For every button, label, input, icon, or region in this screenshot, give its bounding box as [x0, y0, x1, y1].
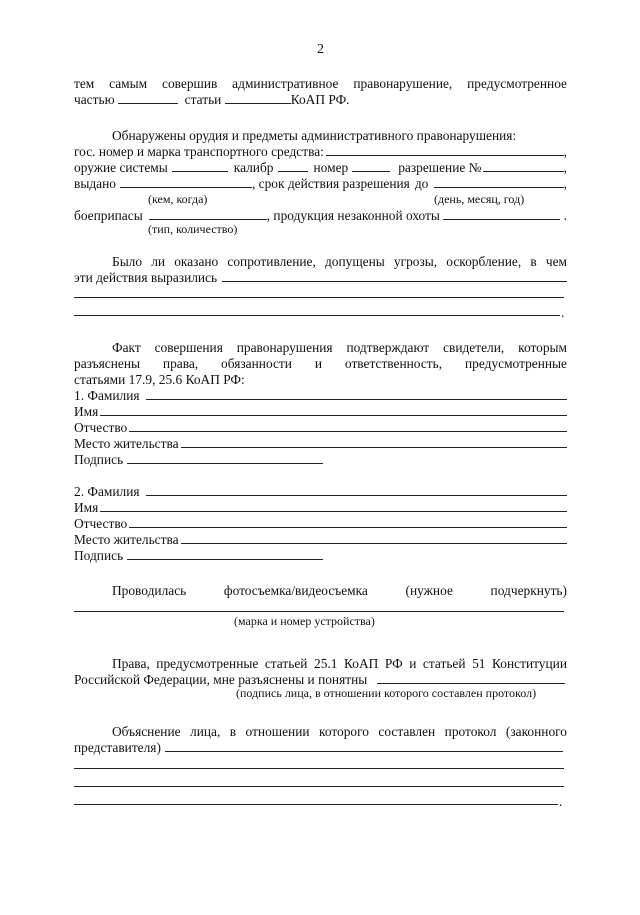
label-vehicle: гос. номер и марка транспортного средства:	[74, 144, 324, 159]
w2-label-patronymic: Отчество	[74, 516, 128, 531]
w2-signature-row	[74, 548, 567, 563]
permit-field[interactable]	[483, 160, 563, 172]
label-issued: выдано	[74, 176, 116, 191]
until-field[interactable]	[434, 176, 563, 188]
by-whom-hint: (кем, когда)	[148, 192, 208, 206]
w1-residence-field[interactable]	[181, 436, 567, 448]
label-weapon: оружие системы	[74, 160, 168, 175]
w1-label-name: Имя	[74, 404, 99, 419]
label-article: статьи	[184, 92, 222, 107]
w2-residence-row	[74, 532, 567, 547]
date-hint: (день, месяц, год)	[434, 192, 525, 206]
w1-patronymic-row	[74, 420, 567, 435]
vehicle-row: гос. номер и марка транспортного средства: ,	[74, 144, 567, 159]
ammo-row: боеприпасы , продукция незаконной охоты .	[74, 208, 567, 223]
w2-label-residence: Место жительства	[74, 532, 179, 547]
issued-row: выдано , срок действия разрешения до ,	[74, 176, 567, 191]
explanation-field[interactable]	[165, 740, 563, 752]
label-permit: разрешение №	[398, 160, 482, 175]
resistance-end-dot: .	[561, 305, 565, 320]
label-number: номер	[313, 160, 349, 175]
witnesses-line-2: разъяснены права, обязанности и ответственность, предусмотренные	[74, 356, 567, 371]
explanation-end-dot: .	[559, 794, 563, 809]
type-qty-hint: (тип, количество)	[148, 222, 238, 236]
resistance-rule-1[interactable]	[74, 297, 564, 298]
w1-label-surname: 1. Фамилия	[74, 388, 140, 403]
w2-residence-field[interactable]	[181, 532, 567, 544]
resistance-rule-2[interactable]	[74, 315, 560, 316]
label-caliber: калибр	[233, 160, 274, 175]
w1-label-residence: Место жительства	[74, 436, 179, 451]
weapon-field[interactable]	[172, 160, 228, 172]
w2-label-name: Имя	[74, 500, 99, 515]
photo-caption: (марка и номер устройства)	[234, 614, 375, 628]
w2-name-field[interactable]	[100, 500, 567, 512]
label-representative: представителя)	[74, 740, 161, 755]
w2-label-signature: Подпись	[74, 548, 124, 563]
w1-name-field[interactable]	[100, 404, 567, 416]
w1-label-signature: Подпись	[74, 452, 124, 467]
w1-signature-field[interactable]	[127, 452, 323, 464]
article-field[interactable]	[225, 92, 291, 104]
resistance-line-2	[74, 270, 567, 285]
illegal-field[interactable]	[443, 208, 560, 220]
w1-label-patronymic: Отчество	[74, 420, 128, 435]
label-ammo: боеприпасы	[74, 208, 143, 223]
label-code: КоАП РФ.	[290, 92, 350, 107]
witnesses-line-1: Факт совершения правонарушения подтверждают свидетели, которым	[112, 340, 567, 355]
part-field[interactable]	[118, 92, 178, 104]
w1-patronymic-field[interactable]	[129, 420, 567, 432]
w2-patronymic-field[interactable]	[129, 516, 567, 528]
vehicle-field[interactable]	[326, 144, 564, 156]
explanation-rule-2[interactable]	[74, 786, 564, 787]
label-permit-term: , срок действия разрешения	[251, 176, 410, 191]
w1-residence-row	[74, 436, 567, 451]
w1-signature-row	[74, 452, 567, 467]
explanation-rule-3[interactable]	[74, 804, 558, 805]
rights-line-2	[74, 672, 567, 687]
witnesses-line-3: статьями 17.9, 25.6 КоАП РФ:	[74, 372, 245, 387]
resistance-line-1: Было ли оказано сопротивление, допущены угрозы, оскорбление, в чем	[112, 254, 567, 269]
explanation-line-1: Объяснение лица, в отношении которого составлен протокол (законного	[112, 724, 567, 739]
ammo-field[interactable]	[149, 208, 267, 220]
page-number: 2	[317, 42, 324, 57]
number-field[interactable]	[352, 160, 390, 172]
caliber-field[interactable]	[278, 160, 308, 172]
w2-label-surname: 2. Фамилия	[74, 484, 140, 499]
label-resistance: эти действия выразились	[74, 270, 218, 285]
label-rights-understood: Российской Федерации, мне разъяснены и понятны	[74, 672, 368, 687]
label-illegal: , продукция незаконной охоты	[266, 208, 440, 223]
w2-surname-row	[74, 484, 567, 499]
photo-line: Проводилась фотосъемка/видеосъемка (нужное подчеркнуть)	[112, 583, 567, 598]
weapon-row: оружие системы калибр номер разрешение № ,	[74, 160, 567, 175]
w2-patronymic-row	[74, 516, 567, 531]
rights-line-1: Права, предусмотренные статьей 25.1 КоАП РФ и статьей 51 Конституции	[112, 656, 567, 671]
explanation-rule-1[interactable]	[74, 768, 564, 769]
w2-signature-field[interactable]	[127, 548, 323, 560]
label-part: частью	[74, 92, 115, 107]
w1-surname-field[interactable]	[146, 388, 567, 400]
label-until: до	[414, 176, 429, 191]
rights-signature-field[interactable]	[377, 672, 565, 684]
tools-heading: Обнаружены орудия и предметы административного правонарушения:	[112, 128, 517, 143]
w2-surname-field[interactable]	[146, 484, 567, 496]
explanation-line-2	[74, 740, 567, 755]
document-page	[74, 0, 567, 915]
w1-surname-row	[74, 388, 567, 403]
issued-field[interactable]	[120, 176, 252, 188]
w1-name-row	[74, 404, 567, 419]
photo-device-rule[interactable]	[74, 611, 564, 612]
rights-caption: (подпись лица, в отношении которого составлен протокол)	[236, 686, 537, 700]
intro-line-1: тем самым совершив административное правонарушение, предусмотренное	[74, 76, 567, 91]
resistance-field[interactable]	[222, 270, 567, 282]
intro-line-2	[74, 92, 567, 107]
w2-name-row	[74, 500, 567, 515]
